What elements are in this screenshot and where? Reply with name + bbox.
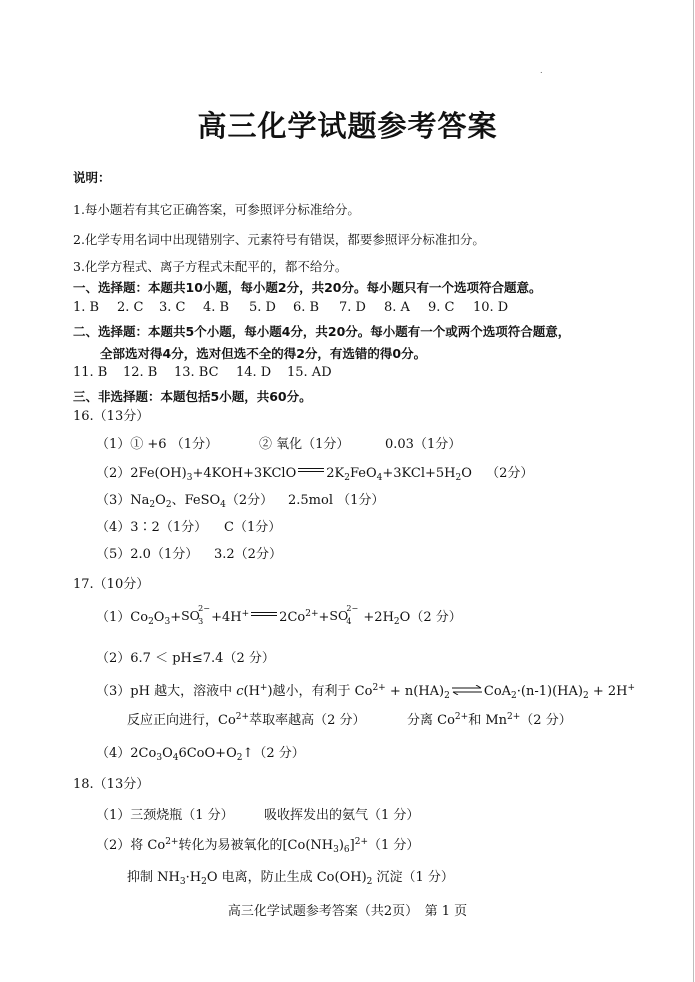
q18-2-text: 抑制 NH bbox=[127, 870, 180, 885]
answer-13: 13. BC bbox=[174, 365, 219, 380]
note-2: 2.化学专用名词中出现错别字、元素符号有错误，都要参照评分标准扣分。 bbox=[73, 232, 485, 247]
q17-1-label: （1） bbox=[96, 610, 131, 625]
q17-1-eq-part: O（2 分） bbox=[399, 610, 462, 625]
answer-8: 8. A bbox=[384, 300, 410, 315]
answer-3: 3. C bbox=[159, 300, 186, 315]
q16-4-answer-a: 3∶2（1分） bbox=[130, 520, 208, 535]
superscript: 2+ bbox=[454, 712, 469, 722]
q18-2-label: （2） bbox=[96, 838, 131, 853]
q18-1-answer-a: 三颈烧瓶（1 分） bbox=[130, 808, 234, 823]
q17-1-eq-part: +4H bbox=[211, 610, 242, 625]
q17-3-text: ·(n-1)(HA) bbox=[516, 684, 583, 699]
q16-2-eq-part: 2K bbox=[326, 466, 345, 481]
answer-2: 2. C bbox=[117, 300, 144, 315]
superscript: 2+ bbox=[354, 837, 369, 847]
q17-3-separation bbox=[407, 713, 572, 729]
ion-base: SO bbox=[181, 608, 200, 623]
q16-2-eq-part: 2Fe(OH) bbox=[130, 466, 187, 481]
subscript: 2 bbox=[201, 877, 207, 887]
q16-part2 bbox=[96, 466, 533, 482]
ion-subscript: 3 bbox=[198, 617, 204, 626]
page-footer: 高三化学试题参考答案（共2页） 第 1 页 bbox=[227, 904, 468, 919]
superscript: 2+ bbox=[165, 837, 179, 847]
subscript: 3 bbox=[333, 845, 339, 855]
subscript: 6 bbox=[343, 845, 350, 855]
q16-1-label: （1） bbox=[96, 437, 131, 452]
answer-15: 15. AD bbox=[287, 365, 332, 380]
q17-part3-continued bbox=[127, 712, 572, 729]
q17-part2 bbox=[96, 651, 275, 667]
note-1: 1.每小题若有其它正确答案，可参照评分标准给分。 bbox=[73, 202, 360, 217]
subscript: 4 bbox=[220, 500, 226, 510]
part3-heading: 三、非选择题：本题包括5小题，共60分。 bbox=[73, 389, 312, 404]
q17-heading: 17.（10分） bbox=[73, 577, 150, 592]
answer-10: 10. D bbox=[473, 300, 509, 315]
q17-1-eq-part: + bbox=[318, 610, 330, 625]
q16-5-label: （5） bbox=[96, 547, 131, 562]
subscript: 4 bbox=[172, 753, 179, 763]
sulfite-ion bbox=[181, 604, 210, 626]
subscript: 2 bbox=[582, 691, 589, 701]
subscript: 3 bbox=[164, 617, 171, 627]
part2-heading-line1: 二、选择题：本题共5个小题，每小题4分，共20分。每小题有一个或两个选项符合题意， bbox=[73, 324, 571, 339]
q17-3-text: + n(HA) bbox=[385, 684, 445, 699]
q17-part4 bbox=[96, 746, 305, 762]
q16-part1 bbox=[96, 437, 462, 453]
q16-2-eq-part: +4KOH+3KClO bbox=[192, 466, 297, 481]
q18-part1 bbox=[96, 808, 420, 824]
q16-3-score: （2分） bbox=[225, 493, 274, 508]
q16-5-answer-a: 2.0（1分） bbox=[130, 547, 199, 562]
scan-dot: . bbox=[540, 66, 543, 75]
q16-part5 bbox=[96, 547, 282, 563]
q18-2-text: （1 分） bbox=[368, 838, 420, 853]
superscript: + bbox=[627, 683, 636, 693]
answer-12: 12. B bbox=[123, 365, 158, 380]
q17-4-eq-part: 2Co bbox=[130, 746, 157, 761]
answer-7: 7. D bbox=[339, 300, 366, 315]
q17-4-eq-part: O bbox=[162, 746, 173, 761]
q16-3-formula-part: 、FeSO bbox=[171, 493, 221, 508]
q17-2-label: （2） bbox=[96, 651, 131, 666]
q18-2-text: ] bbox=[349, 838, 355, 853]
subscript: 3 bbox=[179, 877, 186, 887]
q17-3-text: + 2H bbox=[588, 684, 628, 699]
q16-2-eq-part: +3KCl+5H bbox=[382, 466, 456, 481]
q17-2-answer: 6.7 ＜ pH≤7.4（2 分） bbox=[130, 651, 275, 666]
answer-4: 4. B bbox=[203, 300, 230, 315]
superscript: + bbox=[241, 609, 250, 619]
q16-2-eq-part: O bbox=[461, 466, 472, 481]
q18-2-text: O 电离，防止生成 Co(OH) bbox=[206, 870, 367, 885]
subscript: 2 bbox=[366, 877, 373, 887]
superscript: 2+ bbox=[235, 712, 250, 722]
q18-1-label: （1） bbox=[96, 808, 131, 823]
q16-1-answer-c: 0.03（1分） bbox=[385, 437, 462, 452]
subscript: 3 bbox=[156, 753, 163, 763]
answer-1: 1. B bbox=[73, 300, 100, 315]
q18-2-text: 沉淀（1 分） bbox=[372, 870, 454, 885]
subscript: 2 bbox=[511, 691, 517, 701]
q17-1-eq-part: +2H bbox=[363, 610, 394, 625]
answer-5: 5. D bbox=[249, 300, 276, 315]
q16-4-label: （4） bbox=[96, 520, 131, 535]
q16-part4 bbox=[96, 520, 282, 536]
note-3: 3.化学方程式、离子方程式未配平的，都不给分。 bbox=[73, 259, 348, 274]
q17-4-eq-part: 6CoO+O bbox=[178, 746, 237, 761]
q17-3-text: c bbox=[236, 684, 244, 699]
q16-3-label: （3） bbox=[96, 493, 131, 508]
sulfate-ion bbox=[329, 604, 359, 626]
q17-1-eq-part: + bbox=[170, 610, 182, 625]
q18-part2 bbox=[96, 838, 419, 854]
q16-4-answer-b: C（1分） bbox=[224, 520, 282, 535]
answer-9: 9. C bbox=[428, 300, 455, 315]
superscript: 2+ bbox=[507, 712, 521, 722]
q17-3-text: （2 分） bbox=[520, 713, 572, 728]
q16-3-formula-part: Na bbox=[130, 493, 150, 508]
q16-1-answer-a: ① +6 （1分） bbox=[130, 437, 218, 452]
q18-2-text: 转化为易被氧化的[Co(NH bbox=[178, 838, 334, 853]
subscript: 2 bbox=[455, 473, 462, 483]
subscript: 3 bbox=[186, 473, 193, 483]
q18-1-answer-b: 吸收挥发出的氨气（1 分） bbox=[264, 808, 420, 823]
q18-part2-continued bbox=[127, 870, 454, 886]
superscript: 2+ bbox=[372, 683, 386, 693]
q16-3-formula-part: O bbox=[155, 493, 166, 508]
answer-14: 14. D bbox=[236, 365, 272, 380]
q17-4-label: （4） bbox=[96, 746, 131, 761]
q17-3-text: 反应正向进行，Co bbox=[127, 713, 236, 728]
part2-heading-line2: 全部选对得4分，选对但选不全的得2分，有选错的得0分。 bbox=[100, 346, 427, 361]
q18-2-text: ·H bbox=[185, 870, 202, 885]
q18-heading: 18.（13分） bbox=[73, 777, 150, 792]
superscript: + bbox=[259, 683, 268, 693]
answer-11: 11. B bbox=[73, 365, 108, 380]
answer-6: 6. B bbox=[293, 300, 320, 315]
equals-sign bbox=[249, 610, 279, 620]
subscript: 4 bbox=[376, 473, 383, 483]
subscript: 2 bbox=[393, 617, 400, 627]
subscript: 2 bbox=[165, 500, 172, 510]
document-title: 高三化学试题参考答案 bbox=[197, 109, 498, 143]
ion-subscript: 4 bbox=[346, 617, 352, 626]
part1-heading: 一、选择题：本题共10小题，每小题2分，共20分。每小题只有一个选项符合题意。 bbox=[73, 280, 542, 295]
subscript: 2 bbox=[444, 691, 450, 701]
q16-2-label: （2） bbox=[96, 466, 131, 481]
q17-part3 bbox=[96, 684, 635, 700]
q16-3-answer-b: 2.5mol （1分） bbox=[288, 493, 385, 508]
reversible-arrow-icon bbox=[450, 685, 484, 695]
ion-charge: 2− bbox=[198, 604, 210, 613]
subscript: 2 bbox=[236, 753, 243, 763]
q16-5-answer-b: 3.2（2分） bbox=[214, 547, 282, 562]
q16-heading: 16.（13分） bbox=[73, 409, 150, 424]
equals-sign bbox=[296, 466, 326, 476]
subscript: 2 bbox=[149, 500, 156, 510]
q17-3-text: CoA bbox=[483, 684, 512, 699]
q17-1-eq-part: 2Co bbox=[279, 610, 306, 625]
q16-part3 bbox=[96, 493, 385, 510]
superscript: 2+ bbox=[305, 609, 319, 619]
q17-4-eq-part: ↑（2 分） bbox=[242, 746, 305, 761]
subscript: 2 bbox=[148, 617, 154, 627]
q17-3-text: 和 Mn bbox=[468, 713, 508, 728]
notes-heading: 说明： bbox=[73, 170, 111, 185]
q18-2-text: 将 Co bbox=[130, 838, 166, 853]
subscript: 2 bbox=[344, 473, 350, 483]
q17-3-text: (H bbox=[243, 684, 260, 699]
q18-2-text: ) bbox=[338, 838, 344, 853]
q17-part1 bbox=[96, 604, 462, 627]
q17-3-text: pH 越大，溶液中 bbox=[130, 684, 233, 699]
q17-3-label: （3） bbox=[96, 684, 131, 699]
ion-charge: 2− bbox=[346, 604, 359, 613]
q17-3-text: 分离 Co bbox=[407, 713, 455, 728]
page-edge-line bbox=[693, 0, 694, 982]
q17-1-eq-part: O bbox=[153, 610, 165, 625]
q17-3-text: )越小，有利于 Co bbox=[267, 684, 373, 699]
q17-1-eq-part: Co bbox=[130, 610, 149, 625]
q16-1-answer-b: ② 氧化（1分） bbox=[259, 437, 350, 452]
q16-2-score: （2分） bbox=[486, 466, 534, 481]
q17-3-text: 萃取率越高（2 分） bbox=[249, 713, 366, 728]
ion-base: SO bbox=[329, 608, 349, 623]
q16-2-eq-part: FeO bbox=[349, 466, 377, 481]
